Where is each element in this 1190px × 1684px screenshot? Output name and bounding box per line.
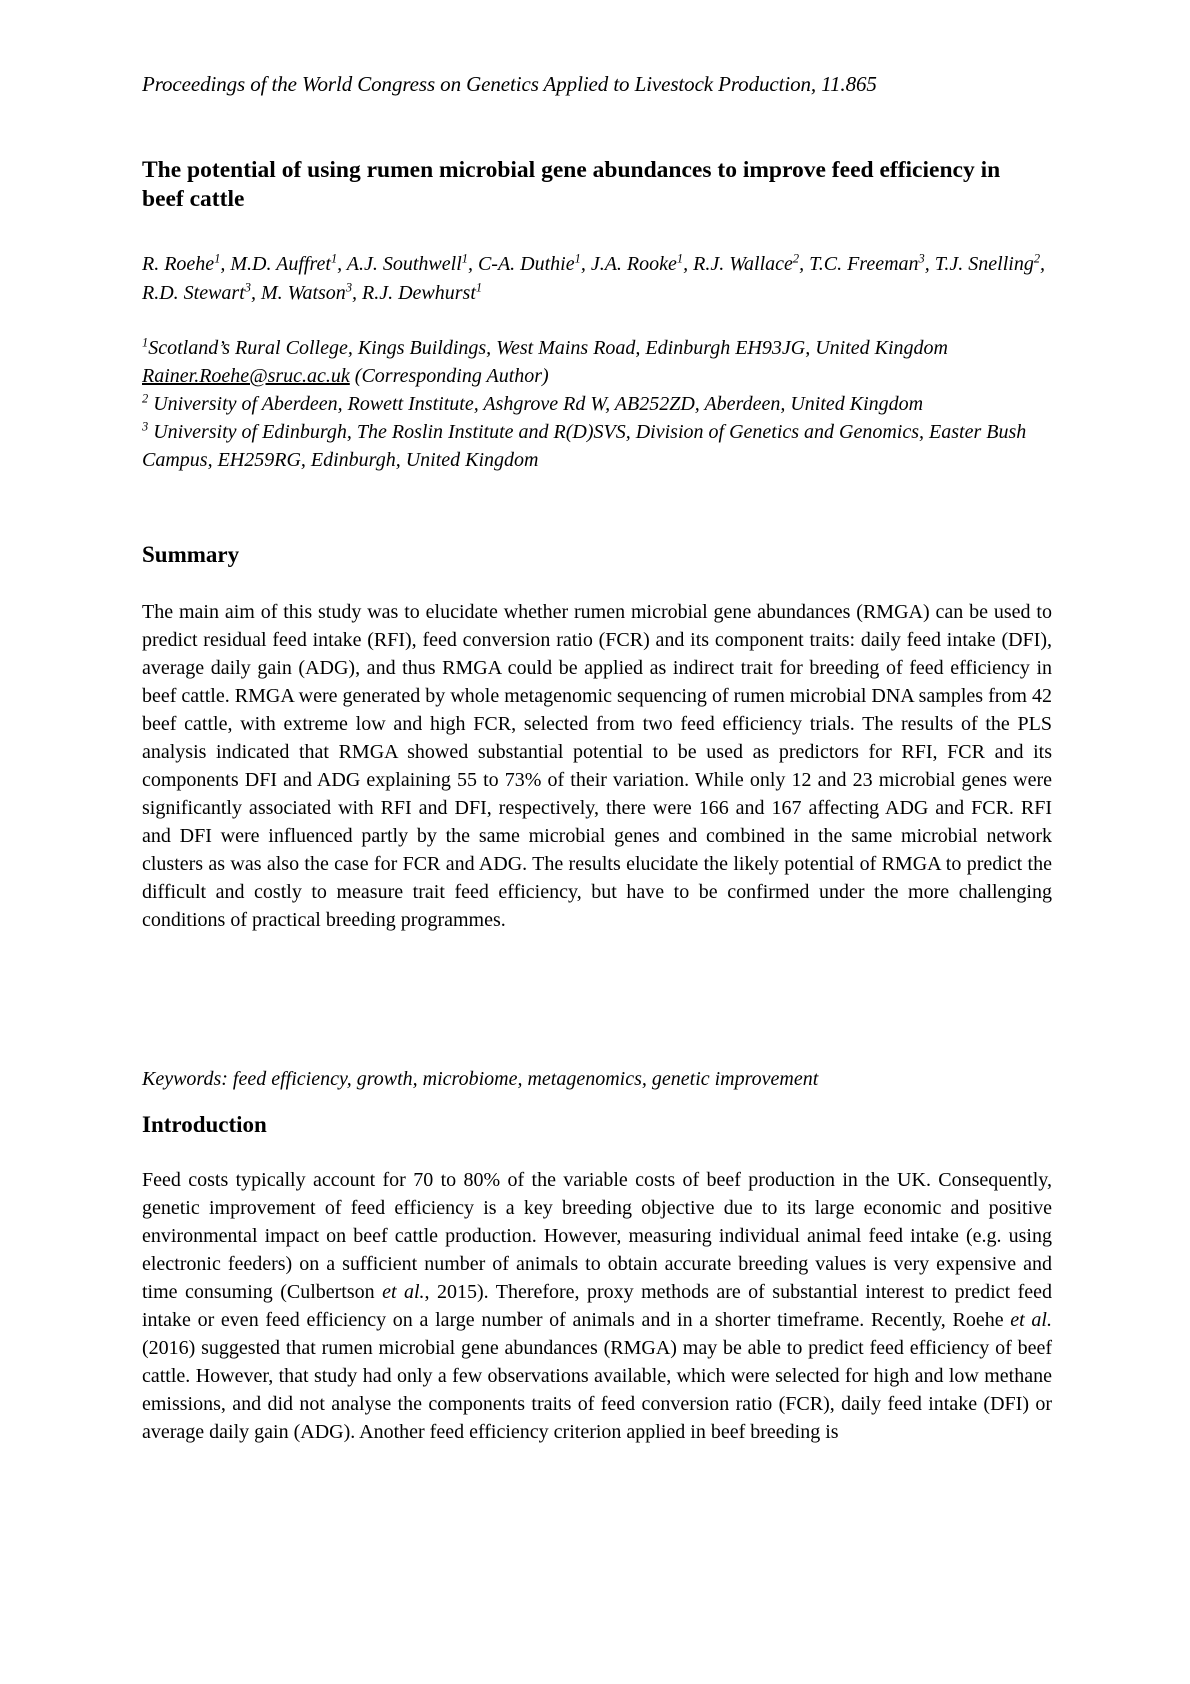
summary-paragraph: The main aim of this study was to elucidate whether rumen microbial gene abundances (RMGA) can be used to predict residual feed intake (RFI), feed conversion ratio (FCR) and its component traits: daily feed intake (DFI), average daily gain (ADG), and thus RMGA could be applied as indirect trait for breeding of feed efficiency in beef cattle. RMGA were generated by whole metagenomic sequencing of rumen microbial DNA samples from 42 beef cattle, with extreme low and high FCR, selected from two feed efficiency trials. The results of the PLS analysis indicated that RMGA showed substantial potential to be used as predictors for RFI, FCR and its components DFI and ADG explaining 55 to 73% of their variation. While only 12 and 23 microbial genes were significantly associated with RFI and DFI, respectively, there were 166 and 167 affecting ADG and FCR. RFI and DFI were influenced partly by the same microbial genes and combined in the same microbial network clusters as was also the case for FCR and ADG. The results elucidate the likely potential of RMGA to predict the difficult and costly to measure trait feed efficiency, but have to be confirmed under the more challenging conditions of practical breeding programmes.: [142, 601, 1052, 931]
author-affiliation-marker: 1: [574, 251, 581, 266]
author-affiliation-marker: 1: [475, 280, 483, 295]
author-affiliation-marker: 3: [244, 280, 251, 295]
email-link[interactable]: Rainer.Roehe@sruc.ac.uk: [142, 365, 350, 387]
author-affiliation-marker: 3: [918, 251, 925, 266]
affiliations: [142, 334, 1047, 474]
author-affiliation-marker: 1: [330, 251, 338, 266]
affiliation-2: $^2$ University of Aberdeen, Rowett Institute, Ashgrove Rd W, AB252ZD, Aberdeen, United Kingdom: [142, 391, 924, 415]
keywords: Keywords: feed efficiency, growth, microbiome, metagenomics, genetic improvement: [142, 1068, 819, 1090]
author-affiliation-marker: 1: [676, 251, 684, 266]
author-name: R. Roehe: [142, 253, 215, 275]
author-name: M. Watson: [260, 282, 346, 304]
running-head: Proceedings of the World Congress on Genetics Applied to Livestock Production, 11.865: [142, 72, 877, 96]
author-name: R.J. Dewhurst: [362, 282, 476, 304]
introduction-paragraph: Feed costs typically account for 70 to 80% of the variable costs of beef production in the UK. Consequently, genetic improvement of feed efficiency is a key breeding objective due to its large economic and positive environmental impact on beef cattle production. However, measuring individual animal feed intake (e.g. using electronic feeders) on a sufficient number of animals to obtain accurate breeding values is very expensive and time consuming (Culbertson et al., 2015). Therefore, proxy methods are of substantial interest to predict feed intake or even feed efficiency on a large number of animals and in a shorter timeframe. Recently, Roehe et al. (2016) suggested that rumen microbial gene abundances (RMGA) may be able to predict feed efficiency of beef cattle. However, that study had only a few observations available, which were selected for high and low methane emissions, and did not analyse the components traits of feed conversion ratio (FCR), daily feed intake (DFI) or average daily gain (ADG). Another feed efficiency criterion applied in beef breeding is: [142, 1169, 1052, 1443]
introduction-heading: Introduction: [142, 1112, 267, 1137]
author-affiliation-marker: 1: [214, 251, 221, 266]
author-list: R. Roehe$^1$, M.D. Auffret$^1$, A.J. Southwell$^1$, C-A. Duthie$^1$, J.A. Rooke$^1$, R.J. Wallace$^2$, T.C. Freeman$^3$, T.J. Snelling$^2$, R.D. Stewart$^3$, M. Watson$^3$, R.J. Dewhurst$^1$: [142, 251, 1046, 304]
author-name: C-A. Duthie: [477, 253, 575, 275]
affiliation-3: $^3$ University of Edinburgh, The Roslin Institute and R(D)SVS, Division of Genetics and Genomics, Easter Bush Campus, EH259RG, Edinburgh, United Kingdom: [142, 419, 1027, 471]
summary-heading: Summary: [142, 542, 240, 567]
author-affiliation-marker: 2: [792, 251, 800, 266]
author-name: M.D. Auffret: [230, 253, 331, 275]
corresponding-author: Rainer.Roehe@sruc.ac.uk (Corresponding Author): [142, 365, 549, 387]
author-name: R.J. Wallace: [693, 253, 793, 275]
author-name: R.D. Stewart: [142, 282, 245, 304]
author-name: T.C. Freeman: [809, 253, 919, 275]
author-affiliation-marker: 1: [461, 251, 468, 266]
author-name: A.J. Southwell: [346, 253, 462, 275]
author-name: J.A. Rooke: [590, 253, 677, 275]
author-name: T.J. Snelling: [934, 253, 1034, 275]
affiliation-1: $^1$Scotland’s Rural College, Kings Buildings, West Mains Road, Edinburgh EH93JG, United Kingdom: [142, 335, 948, 359]
paper-title: The potential of using rumen microbial gene abundances to improve feed efficiency in beef cattle: [142, 157, 1001, 212]
author-affiliation-marker: 3: [345, 280, 353, 295]
author-affiliation-marker: 2: [1033, 251, 1041, 266]
